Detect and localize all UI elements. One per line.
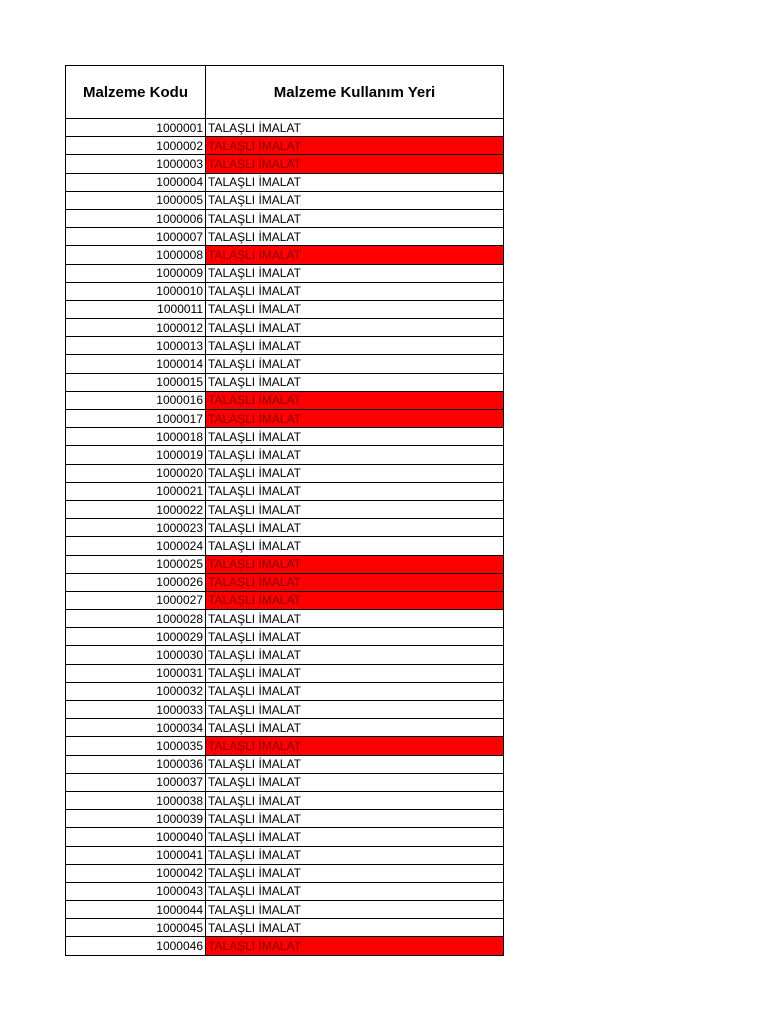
material-code-cell[interactable]: 1000008 [66, 246, 206, 264]
material-code-cell[interactable]: 1000021 [66, 482, 206, 500]
material-usage-place-cell[interactable]: TALAŞLI İMALAT [206, 755, 504, 773]
material-code-cell[interactable]: 1000015 [66, 373, 206, 391]
material-code-cell[interactable]: 1000011 [66, 300, 206, 318]
material-usage-place-cell[interactable]: TALAŞLI İMALAT [206, 664, 504, 682]
material-code-cell[interactable]: 1000003 [66, 155, 206, 173]
material-usage-place-cell[interactable]: TALAŞLI İMALAT [206, 519, 504, 537]
table-body [66, 119, 504, 956]
table-row [66, 173, 504, 191]
material-usage-place-cell[interactable]: TALAŞLI İMALAT [206, 719, 504, 737]
table-row [66, 482, 504, 500]
material-usage-place-cell[interactable]: TALAŞLI İMALAT [206, 300, 504, 318]
material-code-cell[interactable]: 1000023 [66, 519, 206, 537]
table-row [66, 428, 504, 446]
material-code-cell[interactable]: 1000018 [66, 428, 206, 446]
table-row [66, 519, 504, 537]
material-code-cell[interactable]: 1000036 [66, 755, 206, 773]
material-usage-place-cell[interactable]: TALAŞLI İMALAT [206, 137, 504, 155]
material-code-cell[interactable]: 1000035 [66, 737, 206, 755]
table-row [66, 682, 504, 700]
material-code-cell[interactable]: 1000022 [66, 500, 206, 518]
material-usage-place-cell[interactable]: TALAŞLI İMALAT [206, 173, 504, 191]
table-row [66, 537, 504, 555]
material-usage-place-cell[interactable]: TALAŞLI İMALAT [206, 228, 504, 246]
material-code-cell[interactable]: 1000044 [66, 901, 206, 919]
table-row [66, 264, 504, 282]
material-code-cell[interactable]: 1000030 [66, 646, 206, 664]
material-usage-place-cell[interactable]: TALAŞLI İMALAT [206, 937, 504, 955]
material-usage-place-cell[interactable]: TALAŞLI İMALAT [206, 901, 504, 919]
material-code-cell[interactable]: 1000045 [66, 919, 206, 937]
table-row [66, 591, 504, 609]
table-row [66, 355, 504, 373]
material-code-cell[interactable]: 1000007 [66, 228, 206, 246]
material-code-cell[interactable]: 1000026 [66, 573, 206, 591]
table-row [66, 319, 504, 337]
material-usage-place-cell[interactable]: TALAŞLI İMALAT [206, 682, 504, 700]
material-code-cell[interactable]: 1000004 [66, 173, 206, 191]
material-code-cell[interactable]: 1000038 [66, 791, 206, 809]
table-row [66, 119, 504, 137]
table-row [66, 337, 504, 355]
material-usage-place-cell[interactable]: TALAŞLI İMALAT [206, 373, 504, 391]
table-row [66, 755, 504, 773]
material-usage-place-cell[interactable]: TALAŞLI İMALAT [206, 628, 504, 646]
table-row [66, 209, 504, 227]
table-row [66, 155, 504, 173]
table-row [66, 191, 504, 209]
material-code-cell[interactable]: 1000019 [66, 446, 206, 464]
material-code-cell[interactable]: 1000033 [66, 701, 206, 719]
table-row [66, 464, 504, 482]
material-code-cell[interactable]: 1000014 [66, 355, 206, 373]
material-usage-place-cell[interactable]: TALAŞLI İMALAT [206, 264, 504, 282]
header-row [66, 66, 504, 119]
material-usage-place-cell[interactable]: TALAŞLI İMALAT [206, 428, 504, 446]
material-usage-place-cell[interactable]: TALAŞLI İMALAT [206, 882, 504, 900]
table-row [66, 919, 504, 937]
material-usage-place-cell[interactable]: TALAŞLI İMALAT [206, 791, 504, 809]
material-code-cell[interactable]: 1000031 [66, 664, 206, 682]
table-row [66, 573, 504, 591]
table-row [66, 701, 504, 719]
material-usage-place-cell[interactable]: TALAŞLI İMALAT [206, 282, 504, 300]
material-code-cell[interactable]: 1000012 [66, 319, 206, 337]
material-usage-place-cell[interactable]: TALAŞLI İMALAT [206, 391, 504, 409]
header-material-usage-place: Malzeme Kullanım Yeri [206, 66, 504, 119]
material-table [65, 65, 504, 956]
material-usage-place-cell[interactable]: TALAŞLI İMALAT [206, 500, 504, 518]
material-code-cell[interactable]: 1000040 [66, 828, 206, 846]
material-usage-place-cell[interactable]: TALAŞLI İMALAT [206, 864, 504, 882]
material-code-cell[interactable]: 1000001 [66, 119, 206, 137]
material-code-cell[interactable]: 1000020 [66, 464, 206, 482]
material-usage-place-cell[interactable]: TALAŞLI İMALAT [206, 319, 504, 337]
material-usage-place-cell[interactable]: TALAŞLI İMALAT [206, 701, 504, 719]
material-usage-place-cell[interactable]: TALAŞLI İMALAT [206, 591, 504, 609]
table-row [66, 628, 504, 646]
material-code-cell[interactable]: 1000009 [66, 264, 206, 282]
material-code-cell[interactable]: 1000041 [66, 846, 206, 864]
table-row [66, 373, 504, 391]
table-row [66, 391, 504, 409]
material-usage-place-cell[interactable]: TALAŞLI İMALAT [206, 464, 504, 482]
table-row [66, 882, 504, 900]
table-row [66, 937, 504, 955]
material-usage-place-cell[interactable]: TALAŞLI İMALAT [206, 246, 504, 264]
material-code-cell[interactable]: 1000029 [66, 628, 206, 646]
material-code-cell[interactable]: 1000027 [66, 591, 206, 609]
material-code-cell[interactable]: 1000028 [66, 610, 206, 628]
material-code-cell[interactable]: 1000043 [66, 882, 206, 900]
table-row [66, 664, 504, 682]
material-code-cell[interactable]: 1000006 [66, 209, 206, 227]
material-usage-place-cell[interactable]: TALAŞLI İMALAT [206, 646, 504, 664]
material-usage-place-cell[interactable]: TALAŞLI İMALAT [206, 355, 504, 373]
material-usage-place-cell[interactable]: TALAŞLI İMALAT [206, 119, 504, 137]
material-usage-place-cell[interactable]: TALAŞLI İMALAT [206, 410, 504, 428]
material-code-cell[interactable]: 1000037 [66, 773, 206, 791]
table-row [66, 446, 504, 464]
material-code-cell[interactable]: 1000016 [66, 391, 206, 409]
material-usage-place-cell[interactable]: TALAŞLI İMALAT [206, 828, 504, 846]
header-material-code: Malzeme Kodu [66, 66, 206, 119]
table-row [66, 737, 504, 755]
table-row [66, 410, 504, 428]
material-code-cell[interactable]: 1000024 [66, 537, 206, 555]
material-usage-place-cell[interactable]: TALAŞLI İMALAT [206, 337, 504, 355]
table-row [66, 646, 504, 664]
table-row [66, 810, 504, 828]
table-row [66, 901, 504, 919]
material-code-cell[interactable]: 1000042 [66, 864, 206, 882]
table-row [66, 555, 504, 573]
material-code-cell[interactable]: 1000017 [66, 410, 206, 428]
table-row [66, 791, 504, 809]
material-usage-place-cell[interactable]: TALAŞLI İMALAT [206, 209, 504, 227]
material-usage-place-cell[interactable]: TALAŞLI İMALAT [206, 155, 504, 173]
material-usage-place-cell[interactable]: TALAŞLI İMALAT [206, 737, 504, 755]
material-usage-place-cell[interactable]: TALAŞLI İMALAT [206, 846, 504, 864]
material-code-cell[interactable]: 1000002 [66, 137, 206, 155]
table-row [66, 773, 504, 791]
material-usage-place-cell[interactable]: TALAŞLI İMALAT [206, 773, 504, 791]
material-usage-place-cell[interactable]: TALAŞLI İMALAT [206, 810, 504, 828]
table-row [66, 500, 504, 518]
material-usage-place-cell[interactable]: TALAŞLI İMALAT [206, 610, 504, 628]
material-usage-place-cell[interactable]: TALAŞLI İMALAT [206, 191, 504, 209]
table-row [66, 719, 504, 737]
material-usage-place-cell[interactable]: TALAŞLI İMALAT [206, 537, 504, 555]
material-usage-place-cell[interactable]: TALAŞLI İMALAT [206, 555, 504, 573]
table-row [66, 610, 504, 628]
table-row [66, 246, 504, 264]
material-usage-place-cell[interactable]: TALAŞLI İMALAT [206, 919, 504, 937]
table-row [66, 828, 504, 846]
table-row [66, 846, 504, 864]
table-row [66, 300, 504, 318]
table-row [66, 864, 504, 882]
material-code-cell[interactable]: 1000046 [66, 937, 206, 955]
table-row [66, 282, 504, 300]
table-row [66, 228, 504, 246]
material-code-cell[interactable]: 1000032 [66, 682, 206, 700]
table-row [66, 137, 504, 155]
material-usage-place-cell[interactable]: TALAŞLI İMALAT [206, 482, 504, 500]
material-usage-place-cell[interactable]: TALAŞLI İMALAT [206, 573, 504, 591]
material-code-cell[interactable]: 1000013 [66, 337, 206, 355]
material-code-cell[interactable]: 1000034 [66, 719, 206, 737]
material-usage-place-cell[interactable]: TALAŞLI İMALAT [206, 446, 504, 464]
material-code-cell[interactable]: 1000025 [66, 555, 206, 573]
material-code-cell[interactable]: 1000010 [66, 282, 206, 300]
material-code-cell[interactable]: 1000005 [66, 191, 206, 209]
material-code-cell[interactable]: 1000039 [66, 810, 206, 828]
